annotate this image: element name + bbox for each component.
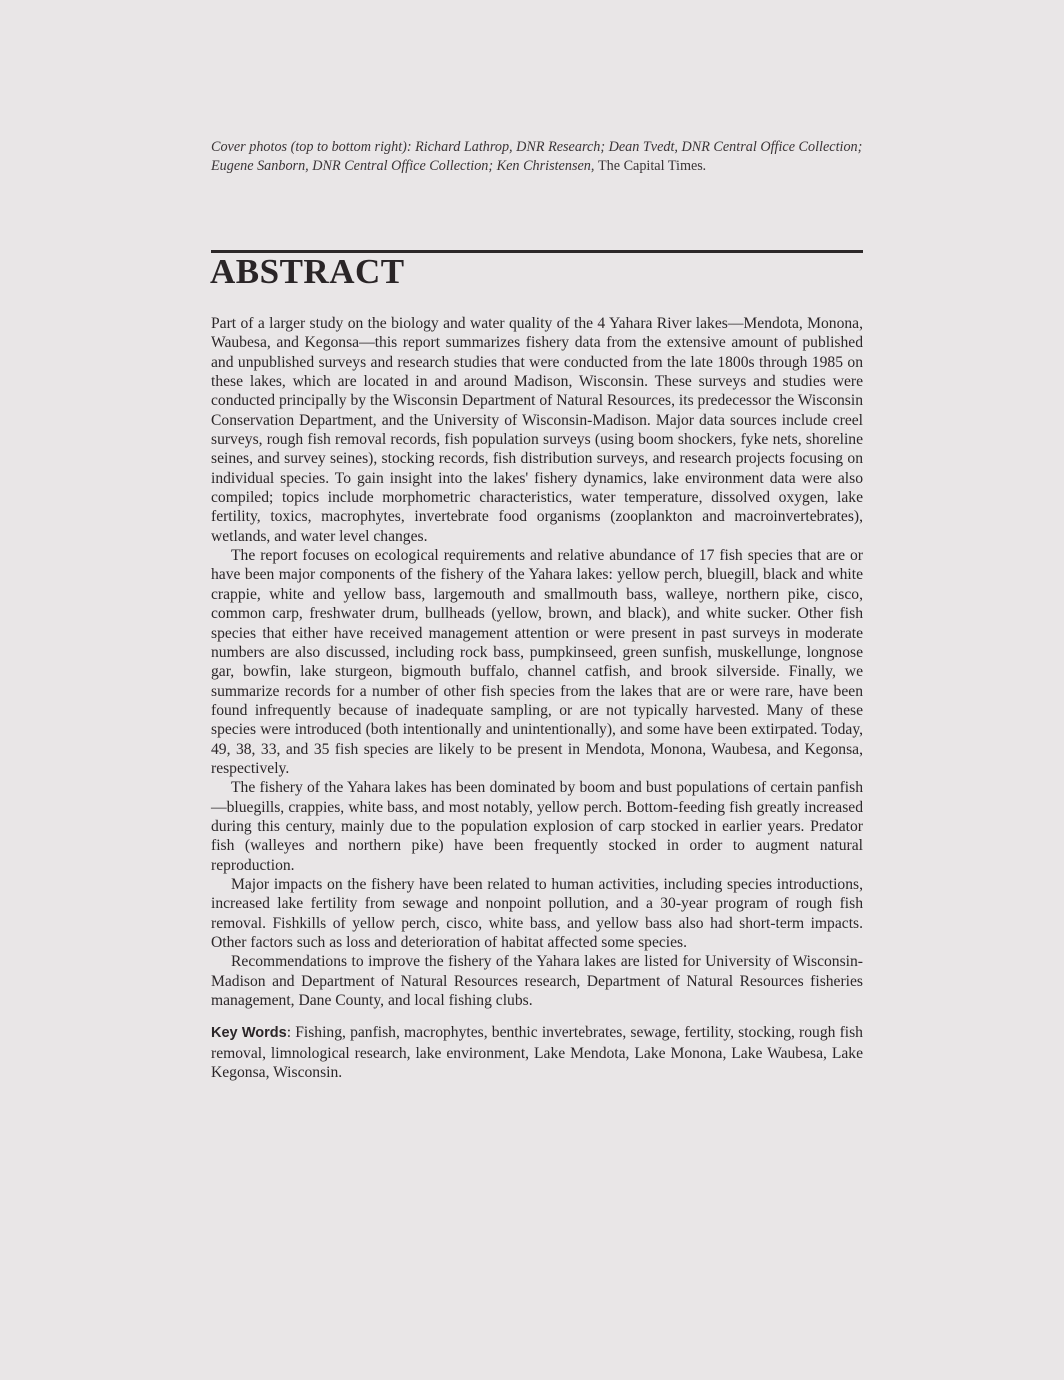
cover-credit-text: Cover photos (top to bottom right): Richard Lathrop, DNR Research; Dean Tvedt, DNR Central Office Collection; Eugene Sanborn, DNR Central Office Collection; Ken Christensen, xyxy=(211,139,863,174)
key-words-list: : Fishing, panfish, macrophytes, benthic invertebrates, sewage, fertility, stocking, rough fish removal, limnological research, lake environment, Lake Mendota, Lake Monona, Lake Waubesa, Lake Kegonsa, Wisconsin. xyxy=(211,1024,863,1082)
cover-credit-publication: The Capital Times xyxy=(597,158,703,174)
abstract-paragraph-2: The report focuses on ecological requirements and relative abundance of 17 fish species that are or have been major components of the fishery of the Yahara lakes: yellow perch, bluegill, black and white crappie, white and yellow bass, largemouth and smallmouth bass, walleye, northern pike, cisco, common carp, freshwater drum, bullheads (yellow, brown, and black), and white sucker. Other fish species that either have received management attention or were present in past surveys in moderate numbers are also discussed, including rock bass, pumpkinseed, green sunfish, muskellunge, longnose gar, bowfin, lake sturgeon, bigmouth buffalo, channel catfish, and brook silverside. Finally, we summarize records for a number of other fish species from the lakes that are or were rare, have been found infrequently because of inadequate sampling, or are not typically harvested. Many of these species were introduced (both intentionally and unintentionally), and some have been extirpated. Today, 49, 38, 33, and 35 fish species are likely to be present in Mendota, Monona, Waubesa, and Kegonsa, respectively. xyxy=(211,547,863,777)
abstract-paragraph-3: The fishery of the Yahara lakes has been dominated by boom and bust populations of certain panfish—bluegills, crappies, white bass, and most notably, yellow perch. Bottom-feeding fish greatly increased during this century, mainly due to the population explosion of carp stocked in earlier years. Predator fish (walleyes and northern pike) have been frequently stocked in order to augment natural reproduction. xyxy=(211,779,863,874)
cover-credit-end: . xyxy=(702,158,707,174)
abstract-paragraph-1: Part of a larger study on the biology and water quality of the 4 Yahara River lakes—Mendota, Monona, Waubesa, and Kegonsa—this report summarizes fishery data from the extensive amount of published and unpublished surveys and research studies that were conducted from the late 1800s through 1985 on these lakes, which are located in and around Madison, Wisconsin. These surveys and studies were conducted principally by the Wisconsin Department of Natural Resources, its predecessor the Wisconsin Conservation Department, and the University of Wisconsin-Madison. Major data sources include creel surveys, rough fish removal records, fish population surveys (using boom shockers, fyke nets, shoreline seines, and survey seines), stocking records, fish distribution surveys, and research projects focusing on individual species. To gain insight into the lakes' fishery dynamics, lake environment data were also compiled; topics include morphometric characteristics, water temperature, dissolved oxygen, lake fertility, toxics, macrophytes, invertebrate food organisms (zooplankton and macroinvertebrates), wetlands, and water level changes. xyxy=(211,315,863,545)
key-words xyxy=(211,1023,863,1082)
cover-photo-credits xyxy=(211,138,871,176)
abstract-heading: ABSTRACT xyxy=(210,252,405,291)
abstract-body xyxy=(211,314,863,1082)
abstract-paragraph-4: Major impacts on the fishery have been related to human activities, including species introductions, increased lake fertility from sewage and nonpoint pollution, and a 30-year program of rough fish removal. Fishkills of yellow perch, cisco, white bass, and yellow bass also had short-term impacts. Other factors such as loss and deterioration of habitat affected some species. xyxy=(211,875,863,951)
abstract-paragraph-5: Recommendations to improve the fishery of the Yahara lakes are listed for University of Wisconsin-Madison and Department of Natural Resources research, Department of Natural Resources fisheries management, Dane County, and local fishing clubs. xyxy=(211,953,863,1010)
key-words-label: Key Words xyxy=(211,1025,287,1042)
